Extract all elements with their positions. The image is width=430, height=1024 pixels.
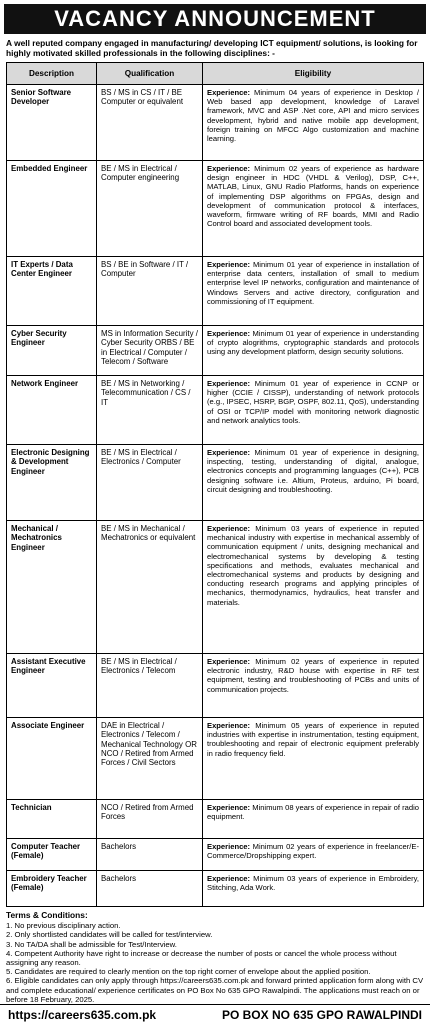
experience-label: Experience: (207, 164, 251, 173)
term-item: 2. Only shortlisted candidates will be called for test/interview. (6, 930, 213, 940)
table-row (7, 85, 424, 161)
position-qualification: NCO / Retired from Armed Forces (97, 800, 203, 839)
position-eligibility (203, 85, 424, 161)
position-description: Embedded Engineer (7, 161, 97, 257)
eligibility-text: Minimum 08 years of experience in repair of radio equipment. (207, 803, 419, 822)
table-row (7, 521, 424, 654)
table-row (7, 800, 424, 839)
term-item: 3. No TA/DA shall be admissible for Test/Interview. (6, 939, 177, 949)
position-qualification: BS / BE in Software / IT / Computer (97, 257, 203, 326)
experience-label: Experience: (207, 657, 251, 666)
eligibility-text: Minimum 02 years of experience in freelancer/E-Commerce/Dropshipping expert. (207, 842, 419, 861)
header-description: Description (7, 63, 97, 85)
table-row (7, 839, 424, 871)
position-qualification: DAE in Electrical / Electronics / Telecom / Mechanical Technology OR NCO / Retired from Armed Forces / Civil Sectors (97, 718, 203, 800)
eligibility-text: Minimum 04 years of experience in Desktop / Web based app development, knowledge of Laravel framework, MVC and ASP .Net core, API and micro services development, hybrid and native mobile app development, foreign training on MFCC Algo customization and machine learning. (207, 88, 419, 144)
intro-text: A well reputed company engaged in manufacturing/ developing ICT equipment/ solutions, is looking for highly motivated skilled professionals in the following disciplines: - (6, 38, 418, 58)
term-item: 5. Candidates are required to clearly mention on the top right corner of envelope about the applied position. (6, 967, 371, 977)
vacancy-table (6, 62, 424, 907)
footer (0, 1004, 430, 1024)
experience-label: Experience: (207, 874, 251, 883)
position-eligibility (203, 871, 424, 907)
position-eligibility (203, 376, 424, 445)
experience-label: Experience: (207, 448, 251, 457)
eligibility-text: Minimum 01 year of experience in designing, inspecting, testing, understanding of digital, analogue, electronics concepts and programming languages (C++), PCB designing software i.e. Altium, Proteus, arduino, Pi board, circuit designing and troubleshooting. (207, 448, 419, 494)
position-eligibility (203, 718, 424, 800)
eligibility-text: Minimum 01 year of experience in understanding of crypto alogrithms, cryptographic standards and protocols using any development platform, design security solutions. (207, 329, 419, 357)
position-qualification: BE / MS in Networking / Telecommunication / CS / IT (97, 376, 203, 445)
position-description: Network Engineer (7, 376, 97, 445)
table-header-row (7, 63, 424, 85)
announcement-title: VACANCY ANNOUNCEMENT (4, 4, 426, 34)
position-eligibility (203, 839, 424, 871)
position-qualification: MS in Information Security / Cyber Security ORBS / BE in Electrical / Computer / Telecom / Software (97, 326, 203, 376)
eligibility-text: Minimum 01 year of experience in installation of enterprise data centers, installation of small to medium enterprise level IP networks, configuration and maintenance of Windows Servers and active directory, configuration and commissioning of IT equipment. (207, 260, 419, 306)
position-qualification: BE / MS in Electrical / Electronics / Computer (97, 445, 203, 521)
position-description: IT Experts / Data Center Engineer (7, 257, 97, 326)
position-eligibility (203, 326, 424, 376)
footer-website-link[interactable]: https://careers635.com.pk (8, 1007, 157, 1022)
table-row (7, 654, 424, 718)
position-description: Mechanical / Mechatronics Engineer (7, 521, 97, 654)
table-row (7, 376, 424, 445)
experience-label: Experience: (207, 721, 251, 730)
eligibility-text: Minimum 01 year of experience in CCNP or higher (CCIE / CISSP), understanding of network protocols (e.g., IPSEC, HSRP, BGP, OSPF, 802.11, QoS), understanding of OSI or TCP/IP model with monitoring network diagnostic and network analytics tools. (207, 379, 419, 425)
experience-label: Experience: (207, 379, 251, 388)
header-eligibility: Eligibility (203, 63, 424, 85)
table-row (7, 161, 424, 257)
table-row (7, 718, 424, 800)
position-qualification: Bachelors (97, 839, 203, 871)
footer-address: PO BOX NO 635 GPO RAWALPINDI (221, 1007, 422, 1022)
term-item: 1. No previous disciplinary action. (6, 921, 121, 931)
term-item: 6. Eligible candidates can only apply through https://careers635.com.pk and forward printed application form along with CV and complete educational/ experience certificates on PO Box No 635 GPO Rawalpindi. The applications must reach on or before 18 February, 2025. (6, 976, 424, 1004)
position-description: Senior Software Developer (7, 85, 97, 161)
position-eligibility (203, 654, 424, 718)
eligibility-text: Minimum 03 years of experience in Embroidery, Stitching, Ada Work. (207, 874, 419, 893)
position-description: Electronic Designing & Development Engineer (7, 445, 97, 521)
experience-label: Experience: (207, 329, 251, 338)
terms-heading: Terms & Conditions: (6, 910, 88, 920)
position-qualification: BS / MS in CS / IT / BE Computer or equivalent (97, 85, 203, 161)
position-eligibility (203, 161, 424, 257)
position-qualification: BE / MS in Electrical / Electronics / Telecom (97, 654, 203, 718)
position-eligibility (203, 257, 424, 326)
position-description: Cyber Security Engineer (7, 326, 97, 376)
experience-label: Experience: (207, 524, 251, 533)
eligibility-text: Minimum 05 years of experience in reputed industries with expertise in instrumentation, testing equipment, troubleshooting and repair of electronic equipment preferably in radio frequency field. (207, 721, 419, 758)
position-description: Embroidery Teacher (Female) (7, 871, 97, 907)
experience-label: Experience: (207, 260, 251, 269)
term-item: 4. Competent Authority have right to increase or decrease the number of posts or cancel the whole process without assigning any reason. (6, 948, 397, 968)
experience-label: Experience: (207, 803, 251, 812)
position-qualification: Bachelors (97, 871, 203, 907)
eligibility-text: Minimum 02 years of experience in reputed electronic industry, R&D house with expertise in RF test equipment, testing and troubleshooting of PCBs and units of communication projects. (207, 657, 419, 694)
position-eligibility (203, 521, 424, 654)
position-description: Associate Engineer (7, 718, 97, 800)
terms-section (6, 911, 424, 1004)
table-row (7, 871, 424, 907)
table-row (7, 326, 424, 376)
position-eligibility (203, 445, 424, 521)
header-qualification: Qualification (97, 63, 203, 85)
position-qualification: BE / MS in Mechanical / Mechatronics or equivalent (97, 521, 203, 654)
eligibility-text: Minimum 03 years of experience in reputed mechanical industry with expertise in mechanical assembly of communication equipment / units, designing mechanical and electromechanical systems by developing & testing specifications and methods, evaluates mechanical and electromechanical systems and products by designing and conducting research programs and applying principles of mechanics, thermodynamics, hydraulics, heat transfer and materials. (207, 524, 419, 607)
experience-label: Experience: (207, 842, 251, 851)
eligibility-text: Minimum 02 years of experience as hardware design engineer in HDC (VHDL & Verilog), DSP, C++, MATLAB, Linux, GNU Radio Platforms, hands on experience of implementing DSP algorithms on FPGAs, design and development of communication protocol & interfaces, waveform, firmware writing of RF boards, MMI and Radio Control board and associated development tools. (207, 164, 419, 229)
position-description: Computer Teacher (Female) (7, 839, 97, 871)
experience-label: Experience: (207, 88, 251, 97)
position-qualification: BE / MS in Electrical / Computer engineering (97, 161, 203, 257)
table-row (7, 257, 424, 326)
table-row (7, 445, 424, 521)
position-description: Technician (7, 800, 97, 839)
position-eligibility (203, 800, 424, 839)
position-description: Assistant Executive Engineer (7, 654, 97, 718)
